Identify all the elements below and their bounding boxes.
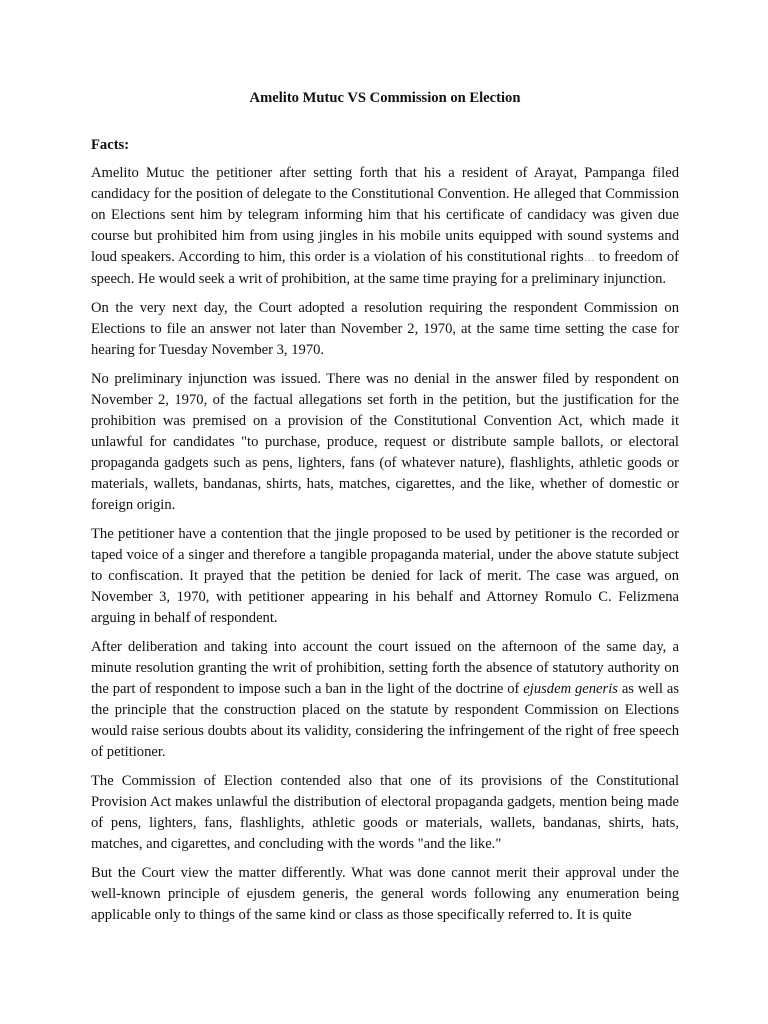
paragraph-5-text-a: After deliberation and taking into account the court issued on the afternoon of the same day, a minute resolution granting the writ of prohibition, setting forth the absence of statutory authority on the part of respondent to impose such a ban in the light of the doctrine of <box>91 639 679 697</box>
document-title: Amelito Mutuc VS Commission on Election <box>249 90 521 106</box>
paragraph-1 <box>91 163 679 290</box>
paragraph-4: The petitioner have a contention that the jingle proposed to be used by petitioner is the recorded or taped voice of a singer and therefore a tangible propaganda material, under the above statute subject to confiscation. It prayed that the petition be denied for lack of merit. The case was argued, on November 3, 1970, with petitioner appearing in his behalf and Attorney Romulo C. Felizmena arguing in behalf of respondent. <box>91 526 679 626</box>
paragraph-1-text-b: to freedom of speech. He would seek a writ of prohibition, at the same time praying for a preliminary injunction. <box>91 249 680 287</box>
document-page <box>91 88 679 934</box>
paragraph-5 <box>91 637 679 763</box>
paragraph-2: On the very next day, the Court adopted a resolution requiring the respondent Commission on Elections to file an answer not later than November 2, 1970, at the same time setting the case for hearing for Tuesday November 3, 1970. <box>91 300 679 358</box>
paragraph-1-text-a: Amelito Mutuc the petitioner after setting forth that his a resident of Arayat, Pampanga filed candidacy for the position of delegate to the Constitutional Convention. He alleged that Commission on Elections sent him by telegram informing him that his certificate of candidacy was given due course but prohibited him from using jingles in his mobile units equipped with sound systems and loud speakers. According to him, this order is a violation of his constitutional rights <box>91 165 679 265</box>
paragraph-7: But the Court view the matter differently. What was done cannot merit their approval under the well-known principle of ejusdem generis, the general words following any enumeration being applicable only to things of the same kind or class as those specifically referred to. It is quite <box>91 865 679 923</box>
inline-ellipsis: … <box>583 252 595 264</box>
paragraph-6: The Commission of Election contended also that one of its provisions of the Constitutional Provision Act makes unlawful the distribution of electoral propaganda gadgets, mention being made of pens, lighters, fans, flashlights, athletic goods or materials, wallets, bandanas, shirts, hats, matches, and cigarettes, and concluding with the words "and the like." <box>91 773 679 852</box>
paragraph-5-text-b: as well as the principle that the construction placed on the statute by respondent Commission on Elections would raise serious doubts about its validity, considering the infringement of the right of free speech of petitioner. <box>91 681 679 760</box>
facts-heading: Facts: <box>91 137 130 153</box>
paragraph-3: No preliminary injunction was issued. There was no denial in the answer filed by respondent on November 2, 1970, of the factual allegations set forth in the petition, but the justification for the prohibition was premised on a provision of the Constitutional Convention Act, which made it unlawful for candidates "to purchase, produce, request or distribute sample ballots, or electoral propaganda gadgets such as pens, lighters, fans (of whatever nature), flashlights, athletic goods or materials, wallets, bandanas, shirts, hats, matches, cigarettes, and the like, whether of domestic or foreign origin. <box>91 371 679 513</box>
paragraph-5-italic-term: ejusdem generis <box>523 681 618 697</box>
